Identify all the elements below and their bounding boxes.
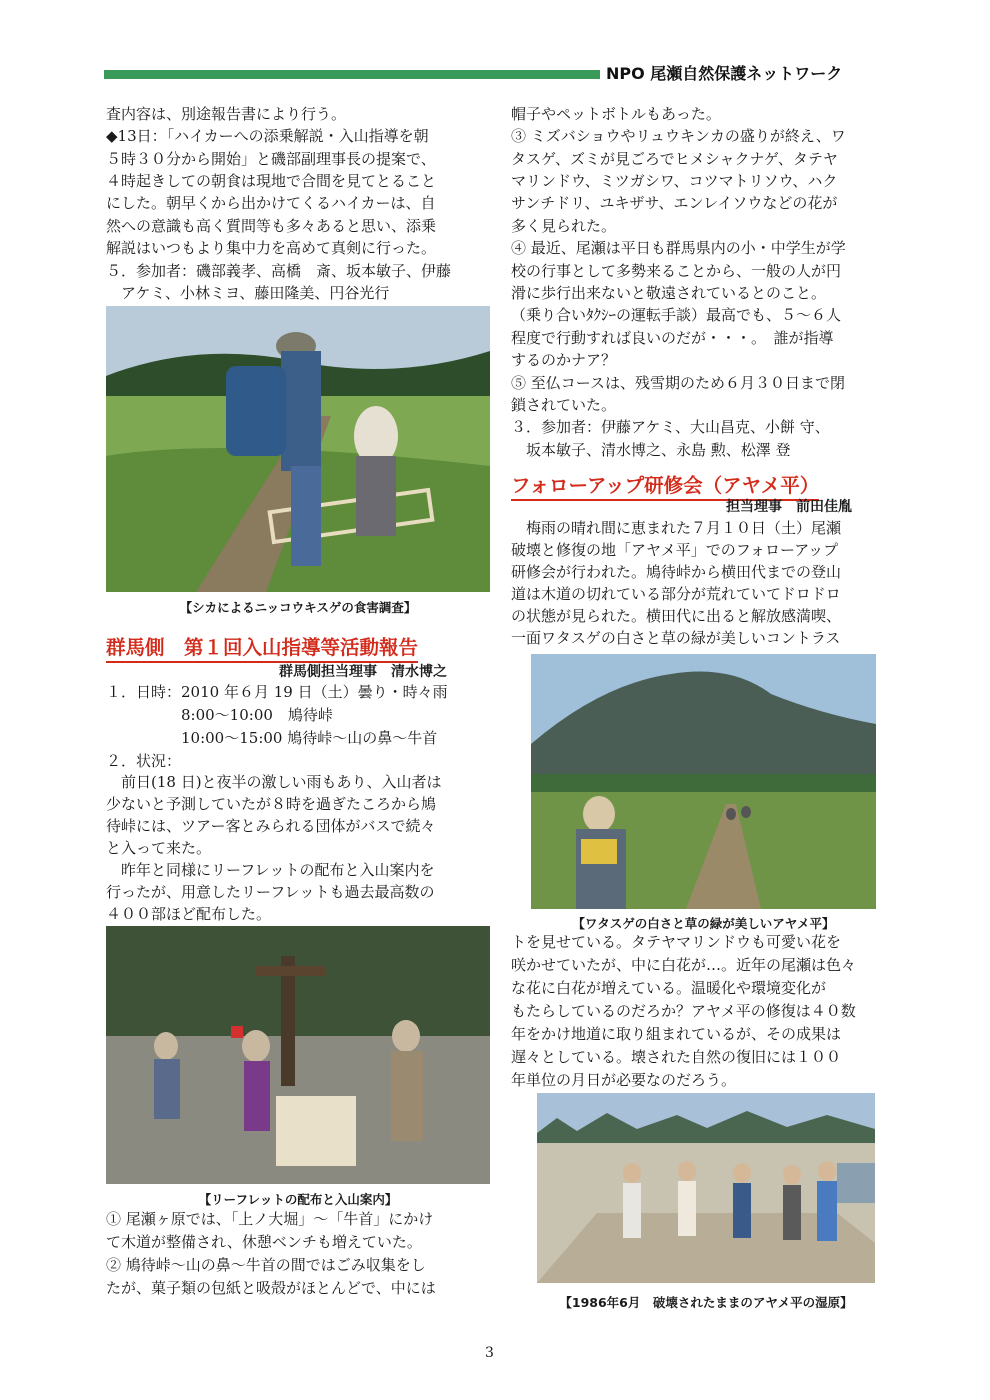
text-line: にした。朝早くから出かけてくるハイカーは、自 bbox=[106, 194, 436, 212]
text-line: 年をかけ地道に取り組まれているが、その成果は bbox=[511, 1025, 842, 1043]
text-line: 帽子やペットボトルもあった。 bbox=[511, 105, 721, 123]
photo-1986-wetland bbox=[537, 1093, 875, 1283]
photo-leaflet bbox=[106, 926, 490, 1184]
text-line: 梅雨の晴れ間に恵まれた７月１０日（土）尾瀬 bbox=[511, 519, 842, 537]
text-line: の状態が見られた。横田代に出ると解放感満喫、 bbox=[511, 607, 842, 625]
text-line: 昨年と同様にリーフレットの配布と入山案内を bbox=[106, 861, 435, 879]
text-line: な花に白花が増えている。温暖化や環境変化が bbox=[511, 979, 827, 997]
text-line: ◆13日：「ハイカーへの添乗解説・入山指導を朝 bbox=[106, 127, 429, 145]
text-line: サンチドリ、ユキザサ、エンレイソウなどの花が bbox=[511, 194, 838, 212]
text-line: 解説はいつもより集中力を高めて真剣に行った。 bbox=[106, 239, 437, 257]
photo-caption: 【ワタスゲの白さと草の緑が美しいアヤメ平】 bbox=[572, 916, 835, 931]
text-line: ② 鳩待峠～山の鼻～牛首の間ではごみ収集をし bbox=[106, 1256, 426, 1274]
text-line: するのかナア？ bbox=[511, 351, 617, 369]
photo-caption: 【シカによるニッコウキスゲの食害調査】 bbox=[179, 600, 417, 615]
text-line: 8:00～10:00 鳩待峠 bbox=[106, 706, 333, 724]
byline-gunma: 群馬側担当理事 清水博之 bbox=[279, 664, 447, 680]
byline-followup: 担当理事 前田佳胤 bbox=[726, 499, 852, 515]
section-title-followup: フォローアップ研修会（アヤメ平） bbox=[511, 470, 819, 501]
text-line: 前日(18 日)と夜半の激しい雨もあり、入山者は bbox=[106, 773, 442, 791]
text-line: ５時３０分から開始」と磯部副理事長の提案で、 bbox=[106, 150, 436, 168]
text-line: たが、菓子類の包紙と吸殻がほとんどで、中には bbox=[106, 1279, 436, 1297]
text-line: ４時起きしての朝食は現地で合間を見てとること bbox=[106, 172, 437, 190]
photo-caption: 【リーフレットの配布と入山案内】 bbox=[198, 1192, 398, 1207]
text-line: トを見せている。タテヤマリンドウも可愛い花を bbox=[511, 933, 842, 951]
page-number: 3 bbox=[485, 1345, 494, 1361]
text-line: ① 尾瀬ヶ原では、「上ノ大堀」～「牛首」にかけ bbox=[106, 1210, 434, 1228]
text-line: 滑に歩行出来ないと敬遠されているとのこと。 bbox=[511, 284, 827, 302]
header-title: NPO 尾瀬自然保護ネットワーク bbox=[606, 64, 843, 83]
text-line: （乗り合いﾀｸｼｰの運転手談）最高でも、５～６人 bbox=[511, 306, 842, 324]
text-line: ⑤ 至仏コースは、残雪期のため６月３０日まで閉 bbox=[511, 374, 846, 392]
text-line: ④ 最近、尾瀬は平日も群馬県内の小・中学生が学 bbox=[511, 239, 846, 257]
text-line: 多く見られた。 bbox=[511, 217, 617, 235]
text-line: ４００部ほど配布した。 bbox=[106, 905, 272, 923]
header-rule bbox=[104, 70, 600, 79]
text-line: ５．参加者：磯部義孝、高橋 斎、坂本敏子、伊藤 bbox=[106, 262, 452, 280]
text-line: ２．状況： bbox=[106, 752, 182, 770]
text-line: 年単位の月日が必要なのだろう。 bbox=[511, 1071, 737, 1089]
text-line: アケミ、小林ミヨ、藤田隆美、円谷光行 bbox=[106, 284, 390, 302]
text-line: 然への意識も高く質問等も多々あると思い、添乗 bbox=[106, 217, 437, 235]
photo-deer-survey bbox=[106, 306, 490, 592]
text-line: 坂本敏子、清水博之、永島 勲、松澤 登 bbox=[511, 441, 791, 459]
text-line: 行ったが、用意したリーフレットも過去最高数の bbox=[106, 883, 435, 901]
text-line: 鎖されていた。 bbox=[511, 396, 617, 414]
text-line: 遅々としている。壊された自然の復旧には１００ bbox=[511, 1048, 842, 1066]
text-line: ３．参加者：伊藤アケミ、大山昌克、小餅 守、 bbox=[511, 418, 830, 436]
photo-caption: 【1986年6月 破壊されたままのアヤメ平の湿原】 bbox=[559, 1295, 853, 1310]
text-line: 少ないと予測していたが８時を過ぎたころから鳩 bbox=[106, 795, 437, 813]
text-line: 校の行事として多勢来ることから、一般の人が円 bbox=[511, 262, 842, 280]
text-line: もたらしているのだろか？アヤメ平の修復は４０数 bbox=[511, 1002, 856, 1020]
text-line: ③ ミズバショウやリュウキンカの盛りが終え、ワ bbox=[511, 127, 846, 145]
text-line: 破壊と修復の地「アヤメ平」でのフォローアップ bbox=[511, 541, 839, 559]
photo-ayamedaira bbox=[531, 654, 876, 909]
text-line: と入って来た。 bbox=[106, 839, 212, 857]
section-title-gunma: 群馬側 第１回入山指導等活動報告 bbox=[106, 632, 418, 663]
text-line: て木道が整備され、休憩ベンチも増えていた。 bbox=[106, 1233, 422, 1251]
text-line: 一面ワタスゲの白さと草の緑が美しいコントラス bbox=[511, 629, 841, 647]
text-line: 査内容は、別途報告書により行う。 bbox=[106, 105, 347, 123]
text-line: 道は木道の切れている部分が荒れていてドロドロ bbox=[511, 585, 841, 603]
text-line: 研修会が行われた。鳩待峠から横田代までの登山 bbox=[511, 563, 842, 581]
text-line: タスゲ、ズミが見ごろでヒメシャクナゲ、タテヤ bbox=[511, 150, 838, 168]
text-line: １．日時：2010 年６月 19 日（土）曇り・時々雨 bbox=[106, 683, 448, 701]
text-line: 咲かせていたが、中に白花が…。近年の尾瀬は色々 bbox=[511, 956, 857, 974]
text-line: 10:00～15:00 鳩待峠～山の鼻～牛首 bbox=[106, 729, 438, 747]
text-line: 程度で行動すれば良いのだが・・・。 誰が指導 bbox=[511, 329, 834, 347]
text-line: マリンドウ、ミツガシワ、コツマトリソウ、ハク bbox=[511, 172, 838, 190]
text-line: 待峠には、ツアー客とみられる団体がバスで続々 bbox=[106, 817, 436, 835]
